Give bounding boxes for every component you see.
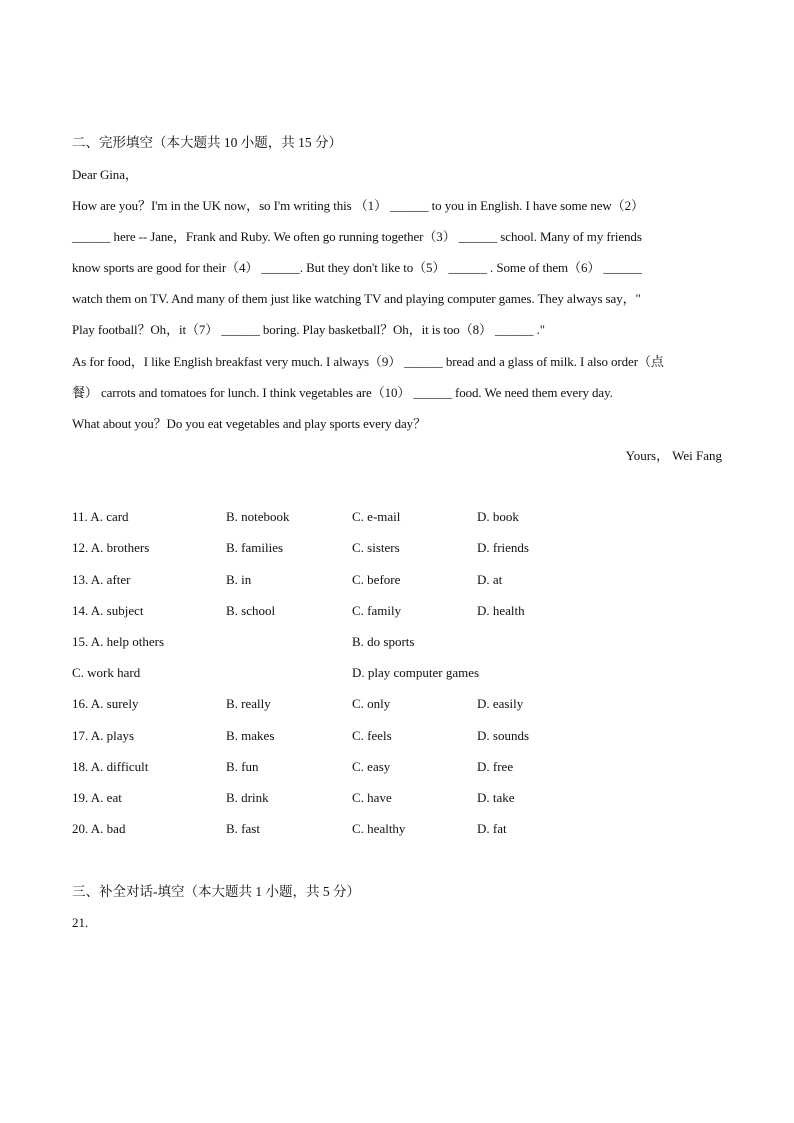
question-row [72, 726, 722, 746]
letter-line: As for food，I like English breakfast very much. I always（9） ______ bread and a glass of milk. I also order（点 [72, 354, 664, 369]
option-b: B. fast [226, 821, 260, 836]
option-c: C. have [352, 790, 392, 805]
question-row [72, 757, 722, 777]
option-d: D. fat [477, 821, 507, 836]
option-a: 12. A. brothers [72, 540, 150, 555]
option-a: 18. A. difficult [72, 759, 149, 774]
question-row [72, 507, 722, 527]
option-d: D. health [477, 603, 525, 618]
letter-signoff: Yours， Wei Fang [625, 448, 722, 463]
question-21-number: 21. [72, 915, 89, 930]
option-a: 13. A. after [72, 572, 131, 587]
option-a: 11. A. card [72, 509, 129, 524]
section-3-title: 三、补全对话-填空（本大题共 1 小题，共 5 分） [72, 884, 360, 899]
option-b: B. do sports [352, 634, 415, 649]
option-b: B. really [226, 696, 271, 711]
letter-line: know sports are good for their（4） ______. But they don't like to（5） ______ . Some of them（6） ______ [72, 260, 642, 275]
letter-line: Play football？Oh，it（7） ______ boring. Play basketball？Oh，it is too（8） ______ ." [72, 322, 545, 337]
option-c: C. only [352, 696, 391, 711]
question-row [72, 788, 722, 808]
question-row [72, 694, 722, 714]
option-c: C. healthy [352, 821, 406, 836]
option-b: B. drink [226, 790, 269, 805]
question-row [72, 663, 722, 683]
option-c: C. before [352, 572, 401, 587]
option-a: 20. A. bad [72, 821, 126, 836]
option-b: B. school [226, 603, 276, 618]
option-b: B. notebook [226, 509, 290, 524]
section-2-title: 二、完形填空（本大题共 10 小题，共 15 分） [72, 135, 342, 150]
option-a: 19. A. eat [72, 790, 122, 805]
letter-line: How are you？I'm in the UK now，so I'm writing this （1） ______ to you in English. I have some new（2） [72, 198, 644, 213]
option-a: 14. A. subject [72, 603, 144, 618]
option-d: D. sounds [477, 728, 530, 743]
letter-line: 餐） carrots and tomatoes for lunch. I think vegetables are（10） ______ food. We need them every day. [72, 385, 613, 400]
option-d: D. book [477, 509, 519, 524]
letter-line: What about you？Do you eat vegetables and play sports every day？ [72, 416, 426, 431]
option-c: C. easy [352, 759, 391, 774]
option-b: B. families [226, 540, 284, 555]
option-d: D. take [477, 790, 515, 805]
option-b: B. makes [226, 728, 275, 743]
option-a: 15. A. help others [72, 634, 165, 649]
question-row [72, 819, 722, 839]
option-c: C. sisters [352, 540, 400, 555]
option-b: B. in [226, 572, 252, 587]
option-d: D. play computer games [352, 665, 480, 680]
question-row [72, 570, 722, 590]
option-c: C. feels [352, 728, 392, 743]
option-c: C. family [352, 603, 402, 618]
question-row [72, 632, 722, 652]
option-b: B. fun [226, 759, 259, 774]
option-d: D. easily [477, 696, 524, 711]
letter-line: ______ here -- Jane，Frank and Ruby. We often go running together（3） ______ school. Many of my friends [72, 229, 642, 244]
question-row [72, 601, 722, 621]
option-a: 17. A. plays [72, 728, 135, 743]
option-c: C. e-mail [352, 509, 401, 524]
option-d: D. free [477, 759, 514, 774]
question-row [72, 538, 722, 558]
option-d: D. friends [477, 540, 529, 555]
option-a: 16. A. surely [72, 696, 139, 711]
letter-line: watch them on TV. And many of them just like watching TV and playing computer games. They always say，" [72, 291, 641, 306]
letter-greeting: Dear Gina， [72, 167, 138, 182]
option-c: C. work hard [72, 665, 141, 680]
option-d: D. at [477, 572, 503, 587]
